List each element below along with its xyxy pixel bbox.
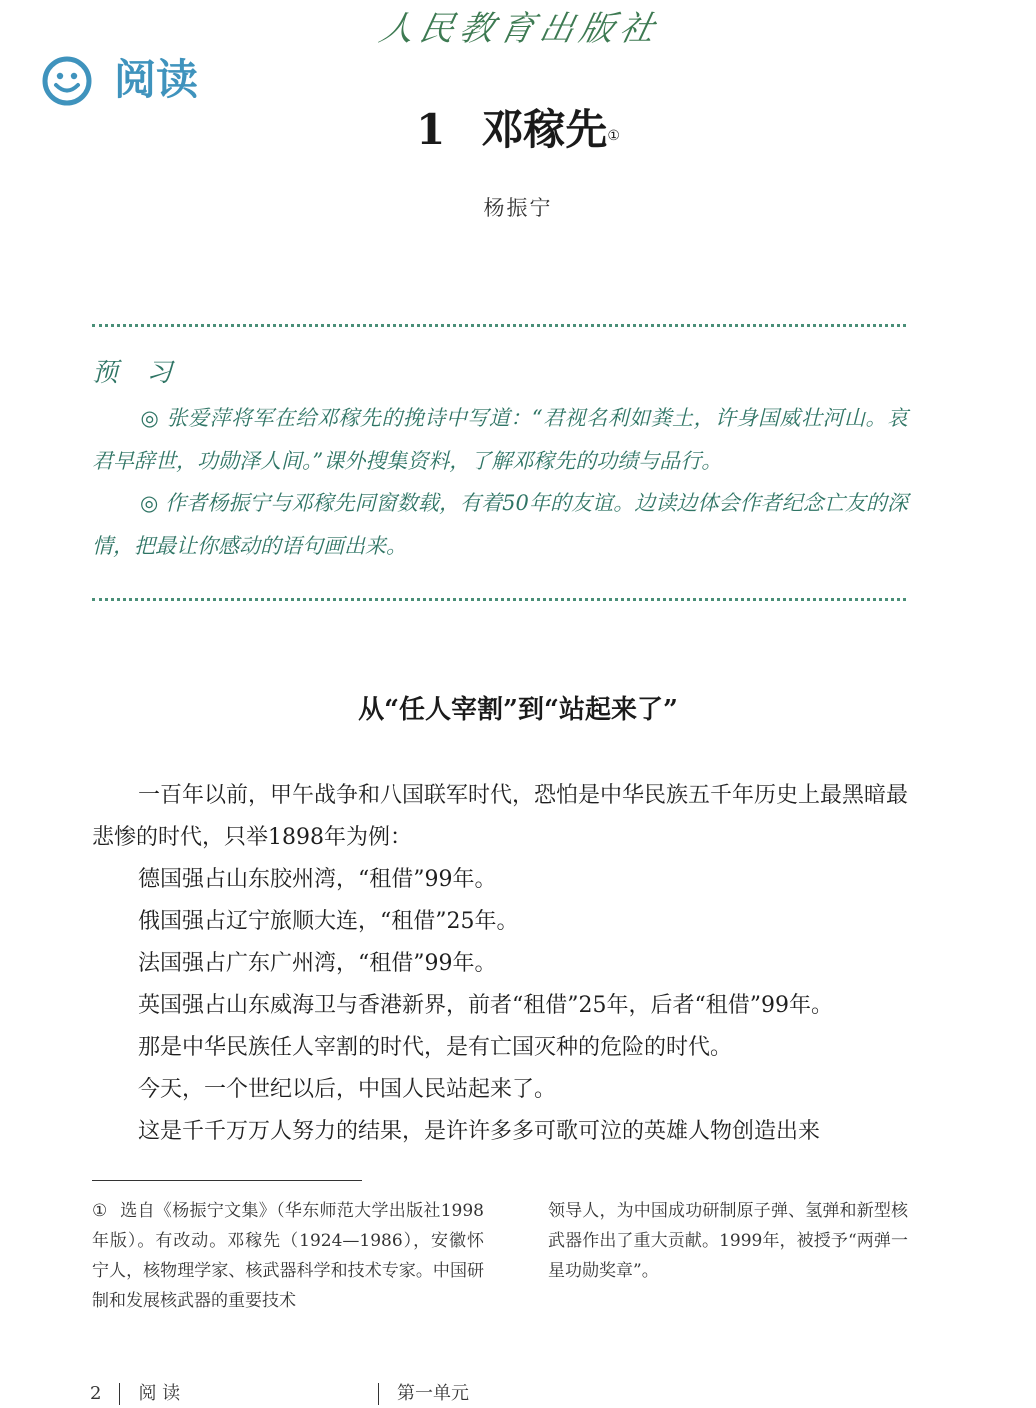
- preview-item-1: ◎ 张爱萍将军在给邓稼先的挽诗中写道：“君视名利如粪土，许身国威壮河山。哀君早辞世，功勋泽人间。”课外搜集资料，了解邓稼先的功绩与品行。: [92, 406, 908, 473]
- footer-divider: [119, 1383, 120, 1405]
- paragraph: 德国强占山东胶州湾，“租借”99年。: [138, 867, 497, 892]
- preview-label: 预 习: [92, 358, 183, 388]
- lesson-number: 1: [416, 105, 446, 154]
- page-footer-left: [90, 1380, 180, 1408]
- lesson-title-text: 邓稼先: [481, 105, 608, 154]
- preview-bottom-divider: [92, 598, 906, 601]
- paragraph: 一百年以前，甲午战争和八国联军时代，恐怕是中华民族五千年历史上最黑暗最悲惨的时代，只举1898年为例：: [92, 783, 909, 850]
- paragraph: 这是千千万万人努力的结果，是许许多多可歌可泣的英雄人物创造出来: [138, 1119, 821, 1144]
- footnote-left-column: [92, 1196, 484, 1316]
- footer-divider: [378, 1383, 379, 1405]
- section-label: 阅读: [114, 55, 199, 104]
- page-footer-right: [360, 1380, 469, 1408]
- paragraph: 英国强占山东威海卫与香港新界，前者“租借”25年，后者“租借”99年。: [138, 993, 833, 1018]
- smiley-face-icon: [42, 56, 92, 106]
- footer-unit: 第一单元: [397, 1383, 469, 1404]
- article-body: [92, 775, 908, 1153]
- preview-item-2: ◎ 作者杨振宁与邓稼先同窗数载，有着50年的友谊。边读边体会作者纪念亡友的深情，把最让你感动的语句画出来。: [92, 491, 908, 558]
- footnote-marker: ①: [92, 1201, 108, 1221]
- paragraph: 俄国强占辽宁旅顺大连，“租借”25年。: [138, 909, 519, 934]
- preview-top-divider: [92, 324, 906, 327]
- footnote-rule: [92, 1180, 362, 1181]
- title-footnote-mark[interactable]: ①: [607, 128, 620, 144]
- author-name: 杨振宁: [483, 196, 553, 220]
- page-number: 2: [90, 1383, 102, 1404]
- footnote-left-text: 选自《杨振宁文集》（华东师范大学出版社1998年版）。有改动。邓稼先（1924—1986），安徽怀宁人，核物理学家、核武器科学和技术专家。中国研制和发展核武器的重要技术: [92, 1201, 484, 1311]
- footer-section: 阅 读: [138, 1383, 181, 1404]
- publisher-logo: 人民教育出版社: [375, 9, 665, 49]
- lesson-title: [0, 100, 1036, 160]
- footnote-right-column: 领导人，为中国成功研制原子弹、氢弹和新型核武器作出了重大贡献。1999年，被授予“两弹一星功勋奖章”。: [548, 1201, 908, 1281]
- article-subheading: 从“任人宰割”到“站起来了”: [358, 695, 678, 725]
- paragraph: 那是中华民族任人宰割的时代，是有亡国灭种的危险的时代。: [138, 1035, 733, 1060]
- paragraph: 法国强占广东广州湾，“租借”99年。: [138, 951, 497, 976]
- paragraph: 今天，一个世纪以后，中国人民站起来了。: [138, 1077, 557, 1102]
